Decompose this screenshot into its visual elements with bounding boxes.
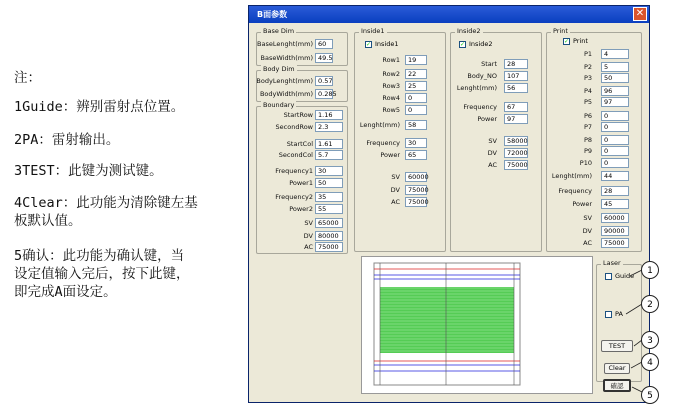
boundary-field-label: StartCol — [286, 140, 313, 148]
callout-3: 3 — [641, 331, 659, 349]
boundary-field-label: SecondRow — [275, 123, 313, 131]
basedim-field-input[interactable]: 49.5 — [315, 53, 333, 63]
inside2-field-input[interactable]: 58000 — [504, 136, 528, 146]
print-field-input[interactable]: 96 — [601, 86, 629, 96]
boundary-field-label: DV — [303, 232, 313, 240]
inside2-field-label: Frequency — [463, 103, 497, 111]
boundary-field-label: SecondCol — [278, 151, 313, 159]
inside2-checkbox-label: Inside2 — [469, 40, 493, 48]
inside1-field-label: Row5 — [382, 106, 400, 114]
inside1-field-label: Row2 — [382, 70, 400, 78]
inside1-field-label: Row4 — [382, 94, 400, 102]
callout-4: 4 — [641, 353, 659, 371]
inside2-field-input[interactable]: 28 — [504, 59, 528, 69]
inside2-field-input[interactable]: 107 — [504, 71, 528, 81]
note-confirm: 5确认：此功能为确认键，当 — [14, 248, 185, 264]
note-clear: 4Clear：此功能为清除键左基 — [14, 195, 198, 211]
print-field-label: SV — [583, 214, 592, 222]
boundary-field-label: AC — [304, 243, 313, 251]
print-checkbox[interactable]: ✓ — [564, 38, 570, 45]
inside2-field-label: Lenght(mm) — [456, 84, 497, 92]
boundary-field-label: Power2 — [289, 205, 313, 213]
inside2-field-input[interactable]: 56 — [504, 83, 528, 93]
print-field-label: P3 — [583, 74, 592, 82]
print-field-input[interactable]: 50 — [601, 73, 629, 83]
print-field-label: P4 — [583, 87, 592, 95]
boundary-field-input[interactable]: 1.61 — [315, 139, 343, 149]
basedim-field-label: BaseWidth(mm) — [260, 54, 313, 62]
inside1-field-input[interactable]: 60000 — [405, 172, 427, 182]
inside2-checkbox[interactable]: ✓ — [460, 41, 466, 48]
print-field-input[interactable]: 44 — [601, 171, 629, 181]
group-title: Body Dim — [263, 65, 295, 73]
confirm-button[interactable]: 確認 — [603, 379, 631, 392]
print-field-input[interactable]: 60000 — [601, 213, 629, 223]
print-field-label: P5 — [583, 98, 592, 106]
bodydim-field-label: BodyWidth(mm) — [259, 90, 313, 98]
print-field-label: P6 — [583, 112, 592, 120]
inside1-field-input[interactable]: 0 — [405, 93, 427, 103]
boundary-field-label: SV — [304, 219, 313, 227]
print-field-input[interactable]: 0 — [601, 135, 629, 145]
inside1-field-input[interactable]: 22 — [405, 69, 427, 79]
print-checkbox-label: Print — [573, 37, 588, 45]
print-field-label: Frequency — [558, 187, 592, 195]
inside1-field-label: AC — [391, 198, 400, 206]
dialog-title: B面参数 — [257, 10, 288, 19]
inside2-field-input[interactable]: 75000 — [504, 160, 528, 170]
inside1-field-input[interactable]: 75000 — [405, 185, 427, 195]
group-title: Inside2 — [457, 27, 481, 35]
print-field-input[interactable]: 0 — [601, 122, 629, 132]
boundary-field-input[interactable]: 2.3 — [315, 122, 343, 132]
group-title: Base Dim — [263, 27, 295, 35]
inside2-field-label: Power — [477, 115, 497, 123]
boundary-field-label: Frequency2 — [275, 193, 313, 201]
boundary-field-input[interactable]: 55 — [315, 204, 343, 214]
inside2-field-label: Body_NO — [467, 72, 497, 80]
boundary-field-input[interactable]: 35 — [315, 192, 343, 202]
inside2-field-input[interactable]: 67 — [504, 102, 528, 112]
inside1-field-input[interactable]: 19 — [405, 55, 427, 65]
print-field-label: DV — [582, 227, 592, 235]
boundary-field-label: Power1 — [289, 179, 313, 187]
print-field-input[interactable]: 0 — [601, 111, 629, 121]
inside1-field-label: Frequency — [366, 139, 400, 147]
bodydim-field-label: BodyLenght(mm) — [256, 77, 313, 85]
inside1-field-label: Row3 — [382, 82, 400, 90]
inside1-field-input[interactable]: 0 — [405, 105, 427, 115]
inside1-field-input[interactable]: 75000 — [405, 197, 427, 207]
inside1-field-label: SV — [391, 173, 400, 181]
print-field-input[interactable]: 28 — [601, 186, 629, 196]
close-icon[interactable]: ✕ — [633, 7, 647, 21]
note-pa: 2PA：雷射输出。 — [14, 132, 120, 148]
inside1-field-input[interactable]: 30 — [405, 138, 427, 148]
boundary-field-input[interactable]: 80000 — [315, 231, 343, 241]
boundary-field-input[interactable]: 65000 — [315, 218, 343, 228]
test-button[interactable]: TEST — [601, 340, 633, 352]
basedim-field-label: BaseLenght(mm) — [257, 40, 313, 48]
inside2-field-label: AC — [488, 161, 497, 169]
print-field-label: P9 — [583, 147, 592, 155]
print-field-label: P10 — [579, 159, 592, 167]
guide-label: Guide — [615, 272, 635, 280]
note-clear-cont: 板默认值。 — [14, 213, 82, 229]
note-confirm-cont2: 即完成A面设定。 — [14, 284, 117, 300]
inside2-field-input[interactable]: 97 — [504, 114, 528, 124]
print-field-label: Power — [572, 200, 592, 208]
inside1-field-label: Lenght(mm) — [359, 121, 400, 129]
bodydim-field-input[interactable]: 0.285 — [315, 89, 333, 99]
group-title: Laser — [603, 259, 621, 267]
print-field-input[interactable]: 0 — [601, 146, 629, 156]
print-field-label: AC — [583, 239, 592, 247]
print-field-input[interactable]: 97 — [601, 97, 629, 107]
boundary-field-input[interactable]: 30 — [315, 166, 343, 176]
inside1-field-input[interactable]: 25 — [405, 81, 427, 91]
callout-2: 2 — [641, 295, 659, 313]
boundary-field-input[interactable]: 1.16 — [315, 110, 343, 120]
callout-1: 1 — [641, 261, 659, 279]
note-guide: 1Guide：辨别雷射点位置。 — [14, 99, 185, 115]
inside2-field-label: SV — [488, 137, 497, 145]
group-title: Boundary — [263, 101, 295, 109]
boundary-field-input[interactable]: 50 — [315, 178, 343, 188]
group-title: Inside1 — [361, 27, 385, 35]
print-field-input[interactable]: 0 — [601, 158, 629, 168]
boundary-field-input[interactable]: 75000 — [315, 242, 343, 252]
inside1-checkbox-label: Inside1 — [375, 40, 399, 48]
note-test: 3TEST：此键为测试键。 — [14, 163, 163, 179]
bodydim-field-input[interactable]: 0.57 — [315, 76, 333, 86]
inside1-field-label: DV — [390, 186, 400, 194]
notes-header: 注： — [14, 70, 41, 86]
pa-label: PA — [615, 310, 623, 318]
print-field-label: P8 — [583, 136, 592, 144]
print-field-input[interactable]: 5 — [601, 62, 629, 72]
inside2-field-label: DV — [487, 149, 497, 157]
inside1-field-label: Power — [380, 151, 400, 159]
print-field-input[interactable]: 45 — [601, 199, 629, 209]
print-field-label: P1 — [583, 50, 592, 58]
note-confirm-cont1: 设定值输入完后，按下此键， — [14, 266, 190, 282]
inside2-field-input[interactable]: 72000 — [504, 148, 528, 158]
print-field-label: P7 — [583, 123, 592, 131]
print-field-input[interactable]: 4 — [601, 49, 629, 59]
callout-5: 5 — [641, 386, 659, 404]
boundary-field-label: Frequency1 — [275, 167, 313, 175]
inside1-checkbox[interactable]: ✓ — [366, 41, 372, 48]
basedim-field-input[interactable]: 60 — [315, 39, 333, 49]
inside1-field-input[interactable]: 58 — [405, 120, 427, 130]
inside2-field-label: Start — [481, 60, 497, 68]
clear-button[interactable]: Clear — [604, 363, 630, 374]
inside1-field-input[interactable]: 65 — [405, 150, 427, 160]
print-field-input[interactable]: 90000 — [601, 226, 629, 236]
print-field-label: Lenght(mm) — [551, 172, 592, 180]
group-title: Print — [553, 27, 568, 35]
print-field-input[interactable]: 75000 — [601, 238, 629, 248]
print-field-label: P2 — [583, 63, 592, 71]
inside1-field-label: Row1 — [382, 56, 400, 64]
boundary-field-input[interactable]: 5.7 — [315, 150, 343, 160]
boundary-field-label: StartRow — [283, 111, 313, 119]
